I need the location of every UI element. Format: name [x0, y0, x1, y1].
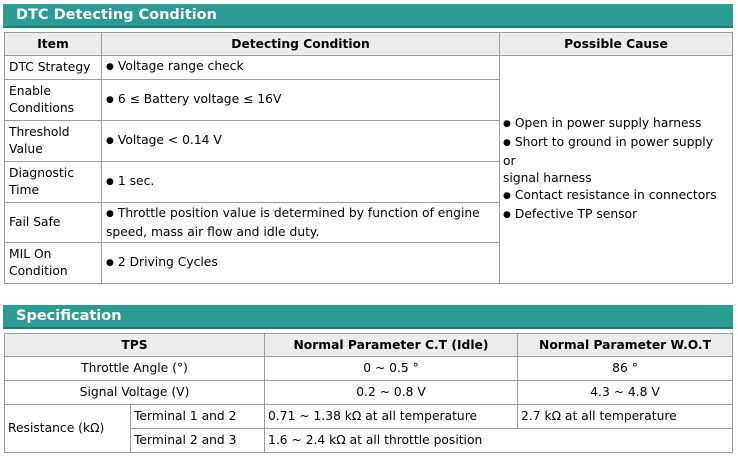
- condition-cell: [102, 243, 500, 284]
- cause-item: ● Contact resistance in connectors: [503, 187, 728, 206]
- condition-cell: [102, 80, 500, 121]
- spec-section-header: [3, 305, 733, 327]
- header-item: Item: [5, 33, 102, 56]
- item-cell: Fail Safe: [5, 203, 102, 243]
- throttle-angle-wot: 86 °: [518, 357, 733, 381]
- condition-cell: [102, 203, 500, 243]
- table-row: [5, 381, 733, 405]
- cause-item: ● Short to ground in power supply or: [503, 134, 728, 170]
- throttle-angle-ct: 0 ~ 0.5 °: [265, 357, 518, 381]
- possible-cause-cell: [500, 56, 733, 284]
- item-cell: Diagnostic Time: [5, 162, 102, 203]
- signal-voltage-ct: 0.2 ~ 0.8 V: [265, 381, 518, 405]
- signal-voltage-wot: 4.3 ~ 4.8 V: [518, 381, 733, 405]
- cause-item: ● Open in power supply harness: [503, 115, 728, 134]
- condition-cell: [102, 121, 500, 162]
- terminal-2-3-label: Terminal 2 and 3: [131, 429, 265, 453]
- resistance-label: Resistance (kΩ): [5, 405, 131, 453]
- header-tps: TPS: [5, 334, 265, 357]
- terminal-1-2-wot: 2.7 kΩ at all temperature: [518, 405, 733, 429]
- condition-text: ● Throttle position value is determined by function of engine speed, mass air flow and idle duty.: [106, 206, 480, 239]
- header-ct: Normal Parameter C.T (Idle): [265, 334, 518, 357]
- header-cause: Possible Cause: [500, 33, 733, 56]
- cause-item-continuation: signal harness: [503, 170, 592, 185]
- table-row: [5, 56, 733, 80]
- table-row: [5, 405, 733, 429]
- item-cell: Enable Conditions: [5, 80, 102, 121]
- condition-text: ● Voltage < 0.14 V: [106, 133, 222, 147]
- condition-text: ● 2 Driving Cycles: [106, 255, 218, 269]
- item-cell: Threshold Value: [5, 121, 102, 162]
- terminal-1-2-label: Terminal 1 and 2: [131, 405, 265, 429]
- signal-voltage-label: Signal Voltage (V): [5, 381, 265, 405]
- table-row: [5, 357, 733, 381]
- condition-cell: [102, 56, 500, 80]
- condition-cell: [102, 162, 500, 203]
- item-cell: DTC Strategy: [5, 56, 102, 80]
- throttle-angle-label: Throttle Angle (°): [5, 357, 265, 381]
- dtc-section-title: DTC Detecting Condition: [16, 7, 217, 23]
- dtc-header-row: [5, 33, 733, 56]
- header-wot: Normal Parameter W.O.T: [518, 334, 733, 357]
- item-cell: MIL On Condition: [5, 243, 102, 284]
- header-condition: Detecting Condition: [102, 33, 500, 56]
- dtc-section-header: [3, 4, 733, 26]
- spec-table: [4, 333, 733, 453]
- condition-text: ● 6 ≤ Battery voltage ≤ 16V: [106, 92, 281, 106]
- spec-header-row: [5, 334, 733, 357]
- dtc-table: [4, 32, 733, 284]
- condition-text: ● Voltage range check: [106, 59, 244, 73]
- terminal-1-2-ct: 0.71 ~ 1.38 kΩ at all temperature: [265, 405, 518, 429]
- terminal-2-3-value: 1.6 ~ 2.4 kΩ at all throttle position: [265, 429, 733, 453]
- cause-item: ● Defective TP sensor: [503, 206, 728, 225]
- condition-text: ● 1 sec.: [106, 174, 154, 188]
- spec-section-title: Specification: [16, 308, 122, 324]
